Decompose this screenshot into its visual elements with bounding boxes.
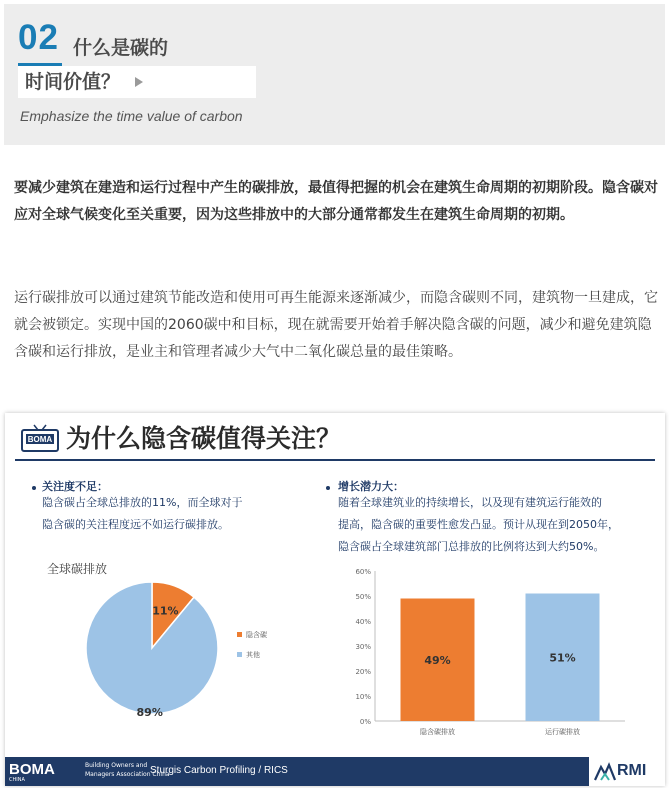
slide-title: 为什么隐含碳值得关注？ xyxy=(66,424,342,453)
section-title-line1: 什么是碳的 xyxy=(73,37,169,59)
bullet-left-line2: 隐含碳的关注程度远不如运行碳排放。 xyxy=(42,518,229,531)
pie-chart-title: 全球碳排放 xyxy=(47,562,108,576)
footer-credit: Sturgis Carbon Profiling / RICS xyxy=(150,765,288,776)
y-tick-label: 30% xyxy=(355,643,371,651)
x-tick-label: 隐含碳排放 xyxy=(420,728,455,736)
y-tick-label: 0% xyxy=(359,718,371,726)
rmi-logo-text: RMI xyxy=(617,762,647,779)
boma-tv-logo-icon xyxy=(20,423,60,453)
footer-org-line1: Building Owners and xyxy=(85,762,148,769)
rmi-logo xyxy=(589,757,665,786)
footer-org-line2: Managers Association China xyxy=(85,771,170,778)
legend-swatch xyxy=(237,652,242,657)
section-title-line2: 时间价值？ xyxy=(25,71,121,93)
bullet-left-line1: 隐含碳占全球总排放的11%，而全球对于 xyxy=(42,496,243,509)
section-subtitle: Emphasize the time value of carbon xyxy=(20,108,243,124)
body-paragraph: 运行碳排放可以通过建筑节能改造和使用可再生能源来逐渐减少，而隐含碳则不同，建筑物一旦建成，它就会被锁定。实现中国的2060碳中和目标，现在就需要开始着手解决隐含碳的问题，减少和避免建筑隐含碳和运行排放，是业主和管理者减少大气中二氧化碳总量的最佳策略。 xyxy=(14,290,658,360)
infographic-slide xyxy=(5,413,665,786)
legend-swatch xyxy=(237,632,242,637)
intro-paragraph-bold: 要减少建筑在建造和运行过程中产生的碳排放，最值得把握的机会在建筑生命周期的初期阶段。隐含碳对应对全球气候变化至关重要，因为这些排放中的大部分通常都发生在建筑生命周期的初期。 xyxy=(14,180,658,223)
pie-chart xyxy=(65,573,285,723)
rmi-mountain-icon xyxy=(594,762,616,781)
y-tick-label: 20% xyxy=(355,668,371,676)
y-tick-label: 10% xyxy=(355,693,371,701)
bullet-right-line2: 提高，隐含碳的重要性愈发凸显。预计从现在到2050年， xyxy=(338,518,619,531)
y-tick-label: 60% xyxy=(355,568,371,576)
footer-boma-logo-sub: CHINA xyxy=(9,777,25,783)
slide-footer xyxy=(5,757,665,786)
pie-data-label: 89% xyxy=(136,706,163,720)
bar-data-label: 51% xyxy=(549,651,576,665)
legend-label: 其他 xyxy=(246,651,260,659)
bullet-dot-icon xyxy=(32,486,36,490)
pie-slice xyxy=(86,582,218,714)
bullet-right-line1: 随着全球建筑业的持续增长，以及现有建筑运行能效的 xyxy=(338,496,602,509)
y-tick-label: 50% xyxy=(355,593,371,601)
boma-mini-text: BOMA xyxy=(27,435,53,444)
bar-chart xyxy=(335,559,635,739)
slide-divider xyxy=(15,459,655,461)
bar-data-label: 49% xyxy=(424,653,451,667)
pie-data-label: 11% xyxy=(152,604,179,618)
bullet-right-heading: 增长潜力大： xyxy=(338,480,404,493)
bullet-dot-icon xyxy=(326,486,330,490)
footer-boma-logo: BOMA xyxy=(9,761,55,778)
x-tick-label: 运行碳排放 xyxy=(545,728,580,736)
legend-label: 隐含碳 xyxy=(246,631,267,639)
section-number: 02 xyxy=(18,18,59,57)
play-arrow-icon xyxy=(135,77,143,87)
bullet-left-heading: 关注度不足： xyxy=(42,480,108,493)
y-tick-label: 40% xyxy=(355,618,371,626)
bullet-right-line3: 隐含碳占全球建筑部门总排放的比例将达到大约50%。 xyxy=(338,540,605,553)
